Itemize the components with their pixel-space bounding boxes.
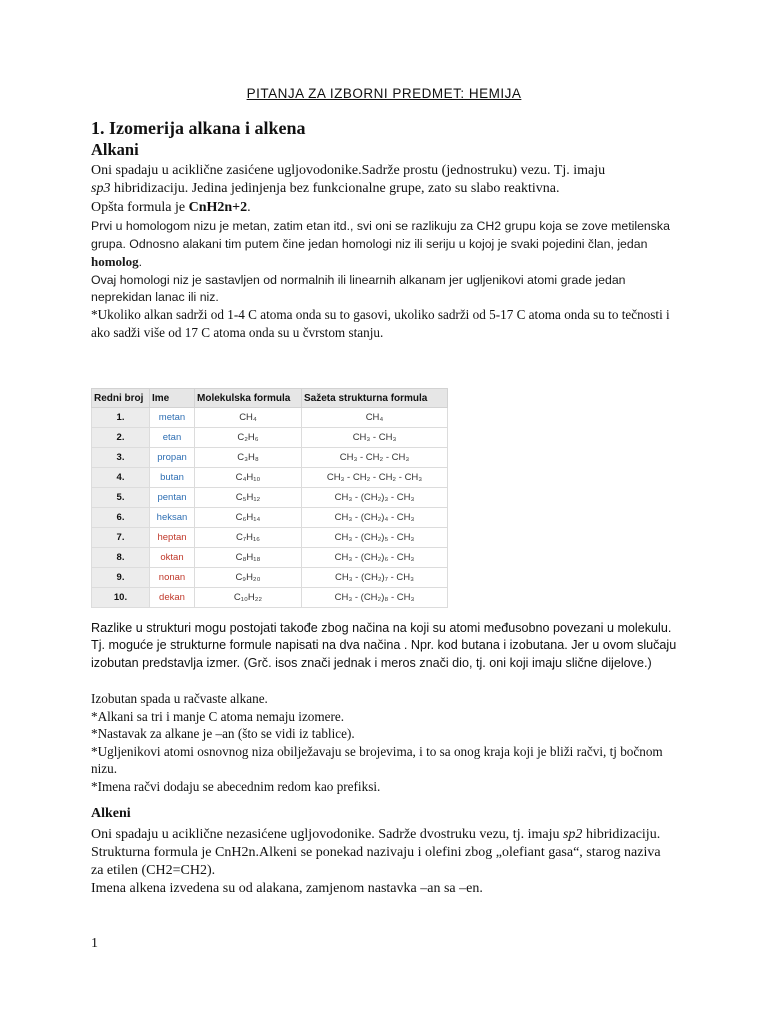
table-row [92, 488, 448, 508]
cell-structural-formula: CH₃ - CH₂ - CH₃ [302, 448, 448, 468]
cell-molecular-formula: C₄H₁₀ [195, 468, 302, 488]
cell-name: heptan [150, 528, 195, 548]
state-note: *Ukoliko alkan sadrži od 1-4 C atoma onda su to gasovi, ukoliko sadrži od 5-17 C atoma onda su to tečnosti i ako sadži više od 17 C atoma onda su u čvrstom stanju. [91, 307, 670, 340]
cell-molecular-formula: C₇H₁₆ [195, 528, 302, 548]
table-row [92, 568, 448, 588]
cell-name: etan [150, 428, 195, 448]
general-formula: CnH2n+2 [188, 200, 248, 215]
alkani-intro-line2: hibridizaciju. Jedina jedinjenja bez funkcionalne grupe, zato su slabo reaktivna. [110, 181, 560, 196]
cell-number: 7. [92, 528, 150, 548]
isomerism-text: Razlike u strukturi mogu postojati takođe zbog načina na koji su atomi međusobno povezani u molekulu. Tj. moguće je strukturne formule napisati na dva načina . Npr. kod butana i izobutana. Jer u ovom slučaju izobutan predstavlja izmer. (Grč. isos znači jednak i meros znači dio, tj. oni koji imaju slične dijelove.) [91, 621, 677, 670]
col-header-name: Ime [150, 389, 195, 408]
isomerism-paragraph [91, 620, 681, 672]
cell-structural-formula: CH₃ - CH₃ [302, 428, 448, 448]
cell-molecular-formula: C₁₀H₂₂ [195, 588, 302, 608]
cell-name: oktan [150, 548, 195, 568]
cell-molecular-formula: C₈H₁₈ [195, 548, 302, 568]
table-row [92, 548, 448, 568]
table-header-row [92, 389, 448, 408]
cell-molecular-formula: C₅H₁₂ [195, 488, 302, 508]
cell-name: dekan [150, 588, 195, 608]
document-title: PITANJA ZA IZBORNI PREDMET: HEMIJA [246, 86, 522, 101]
alkanes-table [91, 388, 448, 608]
table-row [92, 468, 448, 488]
cell-number: 3. [92, 448, 150, 468]
alkeni-intro-end: hibridizaciju. [582, 827, 661, 842]
alkani-intro-line1: Oni spadaju u aciklične zasićene ugljovodonike.Sadrže prostu (jednostruku) vezu. Tj. imaju [91, 163, 606, 178]
cell-number: 8. [92, 548, 150, 568]
cell-number: 6. [92, 508, 150, 528]
table-row [92, 448, 448, 468]
homolog-end: . [138, 255, 143, 270]
table-row [92, 408, 448, 428]
homolog-term: homolog [91, 254, 139, 270]
cell-name: heksan [150, 508, 195, 528]
cell-structural-formula: CH₃ - (CH₂)₈ - CH₃ [302, 588, 448, 608]
cell-structural-formula: CH₃ - (CH₂)₆ - CH₃ [302, 548, 448, 568]
note-prefixes: *Imena račvi dodaju se abecednim redom kao prefiksi. [91, 778, 381, 794]
cell-name: nonan [150, 568, 195, 588]
note-numbering: *Ugljenikovi atomi osnovnog niza obilježavaju se brojevima, i to sa onog kraja koji je bliži račvi, tj bočnom nizu. [91, 743, 663, 776]
col-header-number: Redni broj [92, 389, 150, 408]
alkeni-formula-text: Strukturna formula je CnH2n.Alkeni se ponekad nazivaju i olefini zbog „olefiant gasa“, starog naziva za etilen (CH2=CH2). [91, 845, 661, 878]
linear-alkanes-paragraph: Ovaj homologi niz je sastavljen od normalnih ili linearnih alkanam jer ugljenikovi atomi grade jedan neprekidan lanac ili niz. [91, 272, 626, 305]
cell-name: propan [150, 448, 195, 468]
cell-structural-formula: CH₃ - CH₂ - CH₂ - CH₃ [302, 468, 448, 488]
alkani-intro-paragraph [91, 162, 691, 217]
subsection-heading-alkeni: Alkeni [91, 806, 131, 821]
general-formula-end: . [247, 200, 251, 215]
note-no-isomers: *Alkani sa tri i manje C atoma nemaju izomere. [91, 708, 345, 724]
cell-number: 10. [92, 588, 150, 608]
cell-number: 5. [92, 488, 150, 508]
col-header-molecular-formula: Molekulska formula [195, 389, 302, 408]
sp3-term: sp3 [91, 181, 111, 196]
table-row [92, 508, 448, 528]
state-note-paragraph [91, 306, 681, 341]
table-row [92, 528, 448, 548]
alkeni-intro: Oni spadaju u aciklične nezasićene ugljovodonike. Sadrže dvostruku vezu, tj. imaju [91, 827, 563, 842]
cell-structural-formula: CH₃ - (CH₂)₄ - CH₃ [302, 508, 448, 528]
cell-molecular-formula: C₆H₁₄ [195, 508, 302, 528]
cell-name: butan [150, 468, 195, 488]
alkeni-paragraph [91, 826, 671, 898]
cell-molecular-formula: CH₄ [195, 408, 302, 428]
cell-number: 9. [92, 568, 150, 588]
cell-number: 4. [92, 468, 150, 488]
table-row [92, 428, 448, 448]
section-heading: 1. Izomerija alkana i alkena [91, 118, 306, 138]
cell-number: 2. [92, 428, 150, 448]
homolog-text: Prvi u homologom nizu je metan, zatim etan itd., svi oni se razlikuju za CH2 grupu koja se zove metilenska grupa. Odnosno alakani tim putem čine jedan homologi niz ili seriju u kojoj je svaki pojedini član, jedan [91, 219, 670, 251]
note-isobutane: Izobutan spada u račvaste alkane. [91, 691, 268, 706]
sp2-term: sp2 [562, 827, 583, 842]
table-row [92, 588, 448, 608]
cell-structural-formula: CH₃ - (CH₂)₃ - CH₃ [302, 488, 448, 508]
cell-molecular-formula: C₂H₆ [195, 428, 302, 448]
general-formula-label: Opšta formula je [91, 200, 189, 215]
isomerism-notes [91, 690, 681, 795]
cell-name: pentan [150, 488, 195, 508]
page-number: 1 [91, 936, 98, 951]
subsection-heading-alkani: Alkani [91, 140, 139, 159]
col-header-structural-formula: Sažeta strukturna formula [302, 389, 448, 408]
cell-number: 1. [92, 408, 150, 428]
cell-name: metan [150, 408, 195, 428]
cell-structural-formula: CH₃ - (CH₂)₅ - CH₃ [302, 528, 448, 548]
note-suffix: *Nastavak za alkane je –an (što se vidi iz tablice). [91, 726, 355, 741]
cell-molecular-formula: C₃H₈ [195, 448, 302, 468]
homolog-paragraph [91, 218, 681, 307]
alkeni-naming-text: Imena alkena izvedena su od alakana, zamjenom nastavka –an sa –en. [91, 881, 483, 896]
cell-structural-formula: CH₄ [302, 408, 448, 428]
cell-molecular-formula: C₉H₂₀ [195, 568, 302, 588]
cell-structural-formula: CH₃ - (CH₂)₇ - CH₃ [302, 568, 448, 588]
